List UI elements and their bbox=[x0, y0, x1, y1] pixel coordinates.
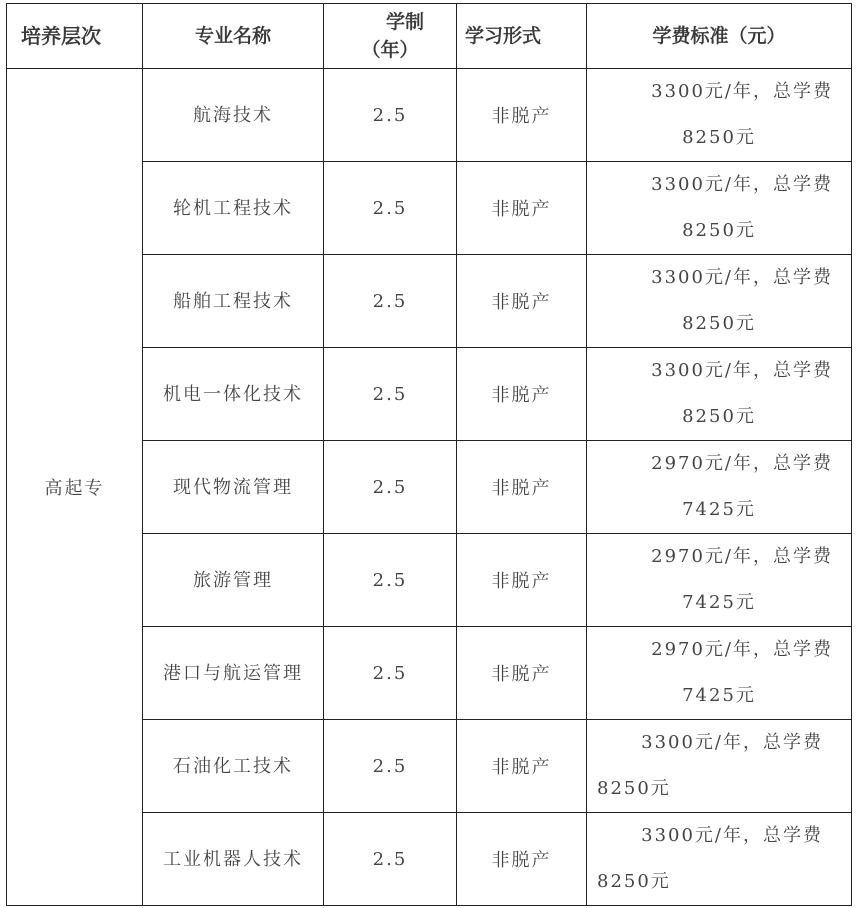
fee-cell bbox=[587, 720, 852, 813]
mode-cell: 非脱产 bbox=[457, 69, 587, 162]
fee-per-year: 3300元/年，总学费 bbox=[651, 81, 833, 102]
major-cell: 石油化工技术 bbox=[143, 720, 324, 813]
fee-total: 8250元 bbox=[597, 778, 671, 799]
years-cell: 2.5 bbox=[324, 255, 457, 348]
years-cell: 2.5 bbox=[324, 348, 457, 441]
fee-total: 8250元 bbox=[682, 313, 756, 334]
header-level: 培养层次 bbox=[7, 4, 143, 69]
fee-cell bbox=[587, 627, 852, 720]
years-cell: 2.5 bbox=[324, 534, 457, 627]
fee-cell bbox=[587, 441, 852, 534]
fee-total: 7425元 bbox=[682, 685, 756, 706]
header-mode: 学习形式 bbox=[457, 4, 587, 69]
header-major: 专业名称 bbox=[143, 4, 324, 69]
level-cell: 高起专 bbox=[7, 69, 143, 906]
fee-cell bbox=[587, 69, 852, 162]
major-cell: 机电一体化技术 bbox=[143, 348, 324, 441]
header-row bbox=[7, 4, 852, 69]
fee-total: 8250元 bbox=[682, 220, 756, 241]
fee-total: 7425元 bbox=[682, 499, 756, 520]
mode-cell: 非脱产 bbox=[457, 255, 587, 348]
mode-cell: 非脱产 bbox=[457, 627, 587, 720]
tuition-table bbox=[6, 3, 852, 906]
fee-cell bbox=[587, 255, 852, 348]
fee-per-year: 3300元/年，总学费 bbox=[651, 360, 833, 381]
fee-total: 7425元 bbox=[682, 592, 756, 613]
mode-cell: 非脱产 bbox=[457, 162, 587, 255]
years-cell: 2.5 bbox=[324, 69, 457, 162]
years-cell: 2.5 bbox=[324, 162, 457, 255]
fee-per-year: 2970元/年，总学费 bbox=[651, 546, 833, 567]
major-cell: 航海技术 bbox=[143, 69, 324, 162]
years-cell: 2.5 bbox=[324, 627, 457, 720]
years-cell: 2.5 bbox=[324, 720, 457, 813]
fee-per-year: 3300元/年，总学费 bbox=[651, 267, 833, 288]
major-cell: 轮机工程技术 bbox=[143, 162, 324, 255]
major-cell: 工业机器人技术 bbox=[143, 813, 324, 906]
fee-total: 8250元 bbox=[597, 871, 671, 892]
fee-per-year: 3300元/年，总学费 bbox=[651, 174, 833, 195]
mode-cell: 非脱产 bbox=[457, 348, 587, 441]
fee-total: 8250元 bbox=[682, 406, 756, 427]
major-cell: 船舶工程技术 bbox=[143, 255, 324, 348]
fee-per-year: 2970元/年，总学费 bbox=[651, 453, 833, 474]
fee-cell bbox=[587, 162, 852, 255]
mode-cell: 非脱产 bbox=[457, 534, 587, 627]
years-cell: 2.5 bbox=[324, 813, 457, 906]
table-row bbox=[7, 69, 852, 162]
fee-cell bbox=[587, 348, 852, 441]
header-years bbox=[324, 4, 457, 69]
fee-per-year: 2970元/年，总学费 bbox=[651, 639, 833, 660]
header-fee: 学费标准（元） bbox=[587, 4, 852, 69]
header-years-line1: 学制 bbox=[385, 11, 424, 33]
major-cell: 旅游管理 bbox=[143, 534, 324, 627]
major-cell: 现代物流管理 bbox=[143, 441, 324, 534]
fee-per-year: 3300元/年，总学费 bbox=[641, 732, 823, 753]
years-cell: 2.5 bbox=[324, 441, 457, 534]
fee-per-year: 3300元/年，总学费 bbox=[641, 825, 823, 846]
mode-cell: 非脱产 bbox=[457, 720, 587, 813]
mode-cell: 非脱产 bbox=[457, 441, 587, 534]
fee-total: 8250元 bbox=[682, 127, 756, 148]
fee-cell bbox=[587, 534, 852, 627]
mode-cell: 非脱产 bbox=[457, 813, 587, 906]
major-cell: 港口与航运管理 bbox=[143, 627, 324, 720]
fee-cell bbox=[587, 813, 852, 906]
header-years-line2: （年） bbox=[361, 39, 419, 61]
